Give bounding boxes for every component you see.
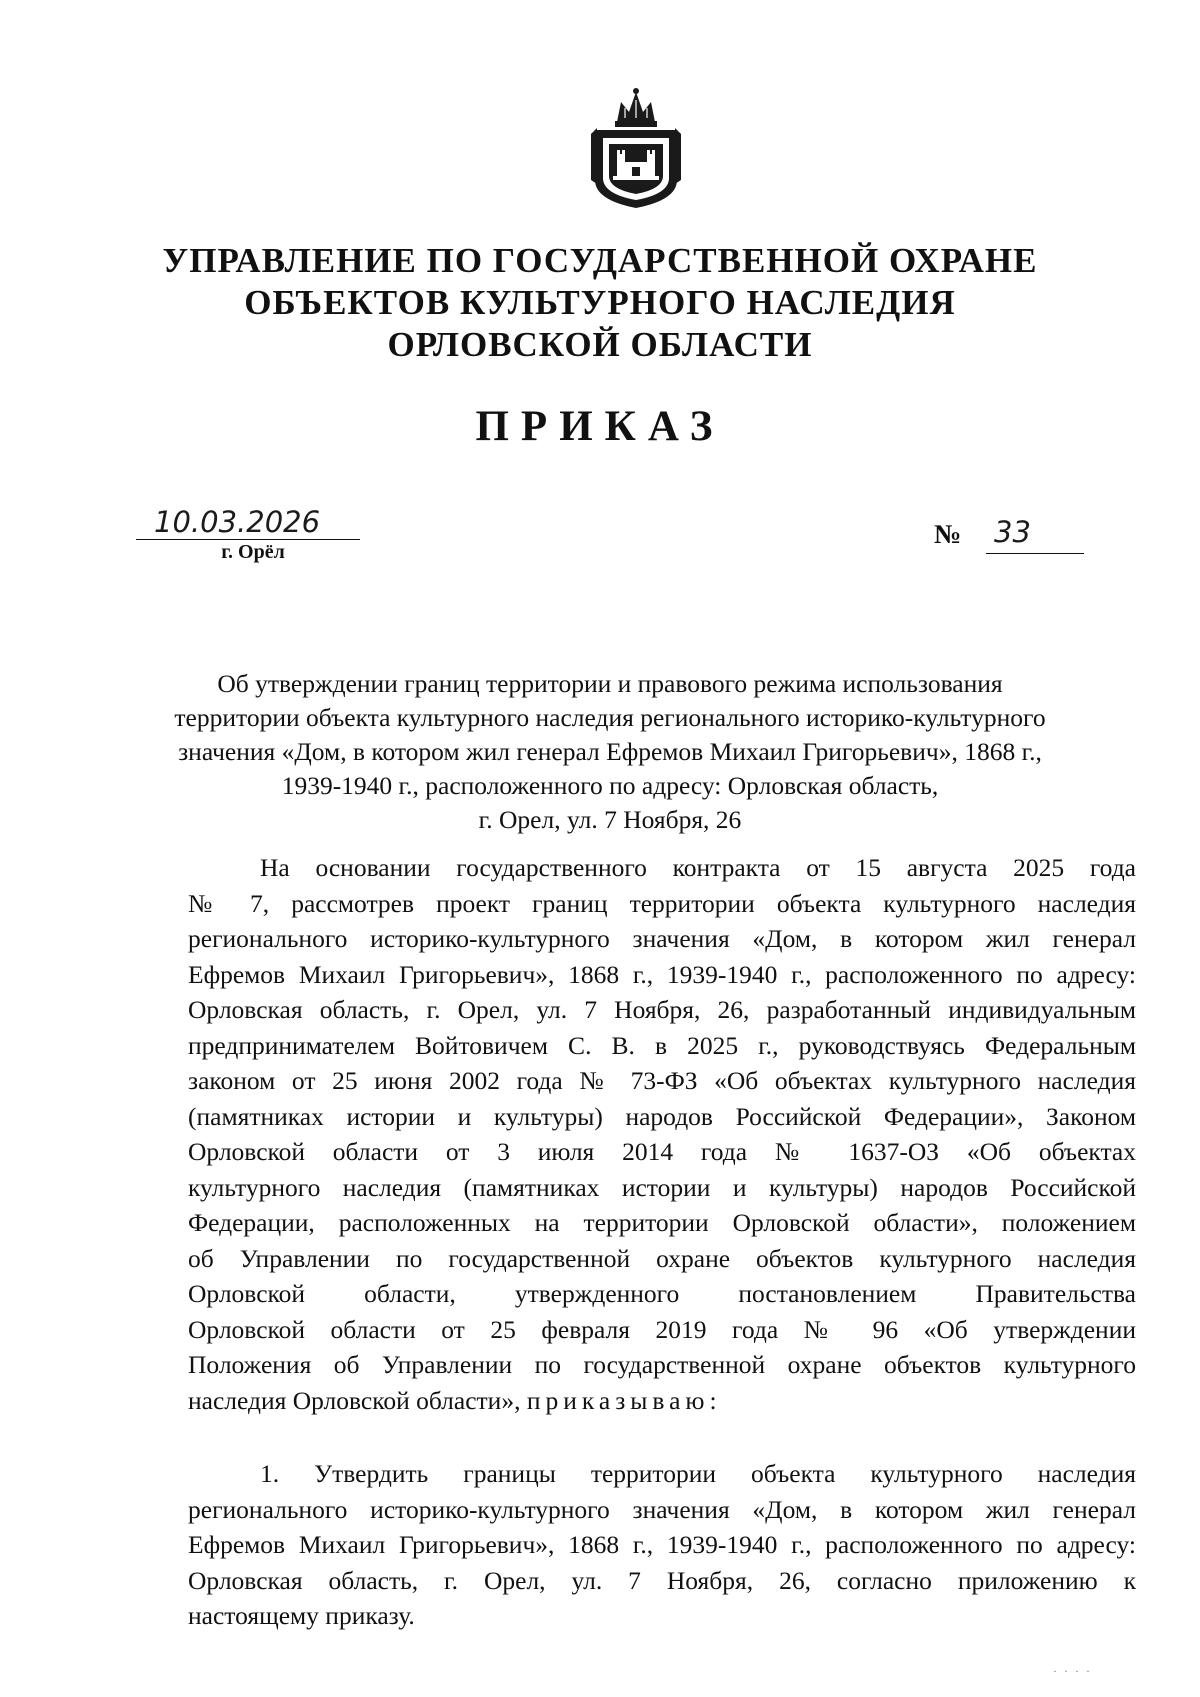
subject-line: 1939-1940 г., расположенного по адресу: Орловская область, (281, 771, 939, 800)
body-line: Ефремов Михаил Григорьевич», 1868 г., 1939-1940 г., расположенного по адресу: (188, 959, 1136, 989)
subject-line: г. Орел, ул. 7 Ноября, 26 (478, 805, 742, 834)
body-line: регионального историко-культурного значения «Дом, в котором жил генерал (188, 1494, 1136, 1524)
number-underline (986, 553, 1084, 554)
document-subject (160, 667, 1060, 837)
date-underline (136, 539, 360, 540)
body-line: законом от 25 июня 2002 года № 73-ФЗ «Об объектах культурного наследия (188, 1066, 1136, 1095)
body-line: Орловской области от 25 февраля 2019 года № 96 «Об утверждении (188, 1314, 1136, 1344)
number-sign: № (934, 519, 962, 549)
agency-name-line: ОБЪЕКТОВ КУЛЬТУРНОГО НАСЛЕДИЯ (244, 283, 956, 322)
handwritten-order-number: 33 (994, 515, 1031, 549)
date-block (136, 505, 360, 564)
body-line: На основании государственного контракта от 15 августа 2025 года (260, 853, 1136, 882)
subject-line: Об утверждении границ территории и правового режима использования (217, 669, 1003, 698)
city-label: г. Орёл (221, 541, 285, 563)
agency-name (150, 240, 1050, 366)
body-line: Орловской области, утвержденного постановлением Правительства (188, 1279, 1136, 1308)
body-line: Орловская область, г. Орел, ул. 7 Ноября, 26, разработанный индивидуальным (188, 995, 1136, 1024)
body-line: настоящему приказу. (188, 1601, 415, 1630)
scan-specks: · · · · (1053, 1664, 1092, 1678)
subject-line: значения «Дом, в котором жил генерал Ефремов Михаил Григорьевич», 1868 г., (178, 737, 1042, 766)
body-line: Положения об Управлении по государственной охране объектов культурного (188, 1350, 1136, 1379)
agency-name-line: ОРЛОВСКОЙ ОБЛАСТИ (387, 325, 813, 364)
order-word: приказываю: (526, 1385, 722, 1415)
subject-line: территории объекта культурного наследия регионального историко-культурного (174, 703, 1046, 732)
body-line: культурного наследия (памятниках истории и культуры) народов Российской (188, 1172, 1136, 1202)
body-line: предпринимателем Войтовичем С. В. в 2025 г., руководствуясь Федеральным (188, 1030, 1136, 1060)
preamble-final-text: наследия Орловской области», (188, 1385, 521, 1415)
body-line: регионального историко-культурного значения «Дом, в котором жил генерал (188, 924, 1136, 953)
handwritten-date: 10.03.2026 (154, 505, 321, 539)
body-line: Орловская область, г. Орел, ул. 7 Ноября, 26, согласно приложению к (188, 1565, 1136, 1595)
preamble-paragraph (188, 850, 1136, 1418)
body-line: Орловской области от 3 июля 2014 года № 1637-ОЗ «Об объектах (188, 1137, 1136, 1166)
body-line: № 7, рассмотрев проект границ территории объекта культурного наследия (188, 888, 1136, 918)
body-line: (памятниках истории и культуры) народов Российской Федерации», Законом (188, 1101, 1136, 1131)
body-line: 1. Утвердить границы территории объекта культурного наследия (260, 1459, 1136, 1488)
agency-name-line: УПРАВЛЕНИЕ ПО ГОСУДАРСТВЕННОЙ ОХРАНЕ (162, 241, 1038, 280)
body-line-final (188, 1383, 1136, 1419)
order-item-1 (188, 1456, 1136, 1634)
document-type-title: ПРИКАЗ (475, 403, 725, 450)
body-line: об Управлении по государственной охране объектов культурного наследия (188, 1243, 1136, 1273)
coat-of-arms-icon (587, 88, 685, 210)
body-line: Ефремов Михаил Григорьевич», 1868 г., 1939-1940 г., расположенного по адресу: (188, 1530, 1136, 1559)
document-body (188, 850, 1136, 1634)
body-line: Федерации, расположенных на территории Орловской области», положением (188, 1208, 1136, 1237)
order-number-block (934, 515, 1084, 555)
